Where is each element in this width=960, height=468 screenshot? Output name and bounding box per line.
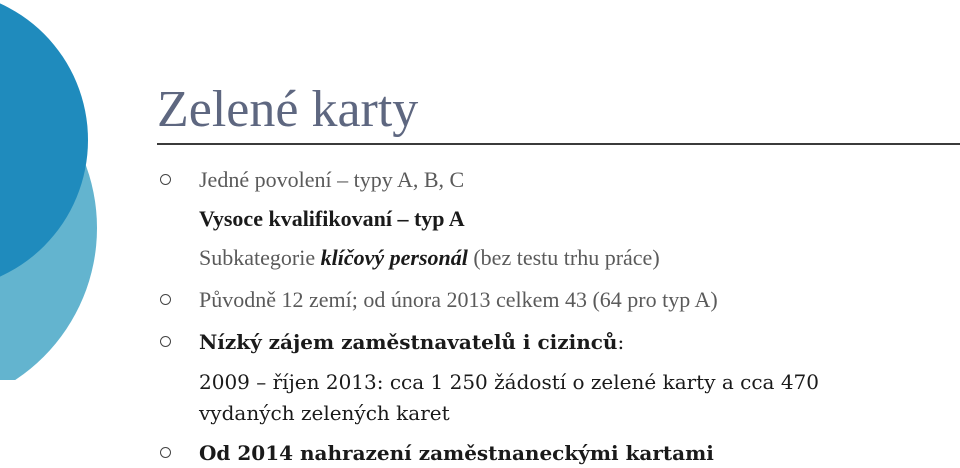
title-divider (157, 143, 960, 145)
text-line-1: Jedné povolení – typy A, B, C (199, 167, 465, 192)
text-line-8: Od 2014 nahrazení zaměstnaneckými kartami (199, 441, 714, 465)
decorative-circles (0, 0, 140, 380)
text-line-3-emphasis: klíčový personál (320, 245, 468, 270)
text-line-6: 2009 – říjen 2013: cca 1 250 žádostí o zelené karty a cca 470 (199, 370, 820, 394)
text-line-5 (199, 329, 624, 355)
text-line-5-bold: Nízký zájem zaměstnavatelů i cizinců (199, 330, 618, 354)
text-line-5-suffix: : (617, 330, 625, 354)
circle-bullet-icon (160, 294, 171, 305)
circle-bullet-icon (160, 174, 171, 185)
text-line-3-suffix: (bez testu trhu práce) (467, 245, 660, 270)
text-line-3-prefix: Subkategorie (199, 245, 321, 270)
circle-bullet-icon (160, 336, 171, 347)
text-line-2: Vysoce kvalifikovaní – typ A (199, 206, 465, 231)
circle-bullet-icon (160, 447, 171, 458)
slide-title: Zelené karty (157, 81, 419, 138)
text-line-7: vydaných zelených karet (199, 401, 450, 425)
text-line-4: Původně 12 zemí; od února 2013 celkem 43 (64 pro typ A) (199, 287, 718, 312)
text-line-3 (199, 245, 660, 271)
